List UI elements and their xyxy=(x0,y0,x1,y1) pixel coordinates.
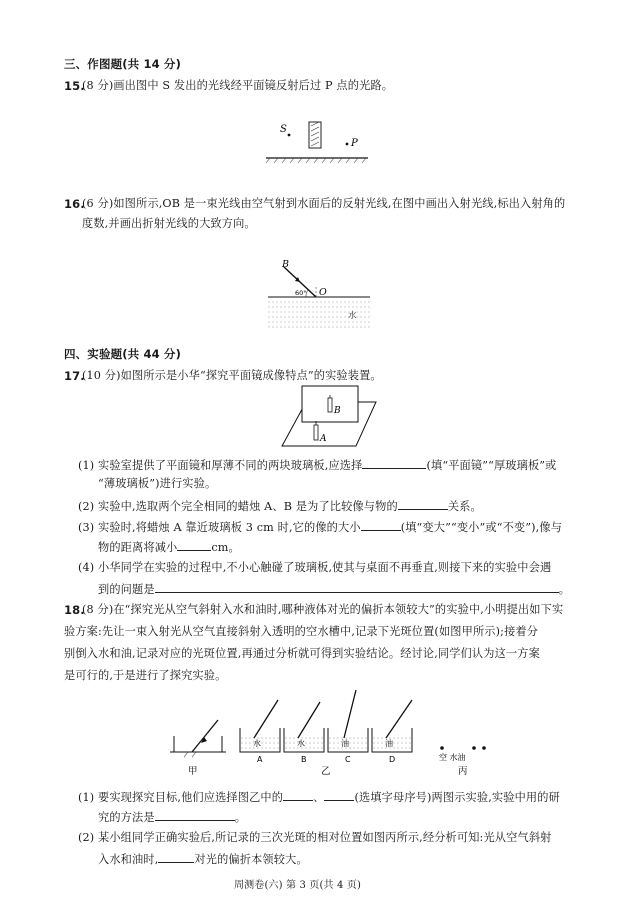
section-heading-drawing: 三、作图题(共 14 分) xyxy=(64,57,181,71)
point-p-label: P xyxy=(351,138,358,149)
q16-figure xyxy=(264,255,374,335)
tank-a-liquid: 水 xyxy=(253,739,261,748)
q17-item-1-text: (1) 实验室提供了平面镜和厚薄不同的两块玻璃板,应选择 xyxy=(78,459,363,472)
question-number-15: 15. xyxy=(64,79,85,93)
answer-blank-17-2[interactable] xyxy=(398,497,448,510)
q17-item-1-cont: “薄玻璃板”)进行实验。 xyxy=(98,477,217,490)
water-label: 水 xyxy=(348,311,357,321)
q18-item-1-text: (1) 要实现探究目标,他们应选择图乙中的 xyxy=(78,791,284,804)
question-16-line-2: 度数,并画出折射光线的大致方向。 xyxy=(82,217,256,230)
question-16-line-1: (6 分)如图所示,OB 是一束光线由空气射到水面后的反射光线,在图中画出入射光线,标出入射角的 xyxy=(82,197,566,210)
question-18-para-4: 是可行的,于是进行了探究实验。 xyxy=(64,669,227,682)
q15-figure xyxy=(262,118,372,166)
q18-item-2: (2) 某小组同学正确实验后,所记录的三次光斑的相对位置如图丙所示,经分析可知:光从空气斜射 xyxy=(78,831,552,844)
question-number-17: 17. xyxy=(64,369,85,383)
tank-b-letter: B xyxy=(301,755,307,764)
q18-item-1-cont-text: 究的方法是 xyxy=(98,811,155,824)
q17-item-3-hint: (填“变大”“变小”或“不变”),像与 xyxy=(400,521,563,534)
point-b-label: B xyxy=(282,259,289,270)
q18-item-2-cont-text: 入水和油时, xyxy=(98,853,159,866)
q17-item-4-end: 。 xyxy=(558,583,571,596)
answer-blank-18-1a[interactable] xyxy=(283,788,313,801)
q17-item-4-cont-text: 到的问题是 xyxy=(98,583,155,596)
tank-b-liquid: 水 xyxy=(297,739,305,748)
q17-item-3 xyxy=(78,518,562,536)
q17-item-3-text: (3) 实验时,将蜡烛 A 靠近玻璃板 3 cm 时,它的像的大小 xyxy=(78,521,361,534)
q17-item-2 xyxy=(78,497,482,515)
q17-item-1-hint: (填“平面镜”“厚玻璃板”或 xyxy=(426,459,557,472)
tank-c-letter: C xyxy=(345,755,351,764)
point-s-label: S xyxy=(280,124,287,135)
tank-c-liquid: 油 xyxy=(341,739,349,748)
answer-blank-17-3b[interactable] xyxy=(177,538,211,551)
section-heading-experiment: 四、实验题(共 44 分) xyxy=(64,347,181,361)
tank-a-letter: A xyxy=(257,755,263,764)
q17-item-3-unit: cm。 xyxy=(211,541,240,554)
q17-figure xyxy=(276,384,386,452)
q18-item-1-end: 。 xyxy=(234,811,247,824)
q18-item-1-cont xyxy=(98,808,246,826)
candle-b-label: B xyxy=(334,406,341,416)
figure-jia-label: 甲 xyxy=(188,766,198,777)
q17-item-2-text: (2) 实验中,选取两个完全相同的蜡烛 A、B 是为了比较像与物的 xyxy=(78,500,398,513)
question-number-18: 18. xyxy=(64,603,85,617)
answer-blank-18-2[interactable] xyxy=(158,850,194,863)
question-18-para-3: 别倒入水和油,记录对应的光斑位置,再通过分析就可得到实验结论。经讨论,同学们认为这一方案 xyxy=(64,647,540,660)
answer-blank-17-1[interactable] xyxy=(362,456,426,469)
q18-item-1 xyxy=(78,788,560,806)
page-footer: 周测卷(六) 第 3 页(共 4 页) xyxy=(234,880,362,891)
answer-blank-18-1c[interactable] xyxy=(155,808,235,821)
q17-item-3-cont xyxy=(98,538,240,556)
figure-yi-label: 乙 xyxy=(321,766,331,777)
figure-bing-label: 丙 xyxy=(458,766,468,777)
q18-item-2-tail: 对光的偏折本领较大。 xyxy=(194,853,308,866)
q17-item-2-tail: 关系。 xyxy=(447,500,482,513)
q17-item-4: (4) 小华同学在实验的过程中,不小心触碰了玻璃板,使其与桌面不再垂直,则接下来的实验中会遇 xyxy=(78,561,552,574)
tank-d-letter: D xyxy=(389,755,396,764)
question-17-intro: (10 分)如图所示是小华“探究平面镜成像特点”的实验装置。 xyxy=(82,369,382,382)
question-18-para-2: 验方案:先让一束入射光从空气直接斜射入透明的空水槽中,记录下光斑位置(如图甲所示);接着分 xyxy=(64,625,539,638)
q17-item-1-label xyxy=(78,456,557,474)
figure-bing-text: 空 水油 xyxy=(439,753,466,762)
answer-blank-17-4[interactable] xyxy=(155,580,559,593)
q18-item-1-hint: (选填字母序号)两图示实验,实验中用的研 xyxy=(354,791,560,804)
q17-item-4-cont xyxy=(98,580,570,598)
angle-label: 60° xyxy=(295,289,307,297)
question-15-text: (8 分)画出图中 S 发出的光线经平面镜反射后过 P 点的光路。 xyxy=(82,79,394,92)
q18-item-2-cont xyxy=(98,850,308,868)
q17-item-3-cont-text: 物的距离将减小 xyxy=(98,541,178,554)
q18-item-1-sep: 、 xyxy=(313,791,325,804)
answer-blank-18-1b[interactable] xyxy=(324,788,354,801)
question-number-16: 16. xyxy=(64,197,85,211)
tank-d-liquid: 油 xyxy=(385,739,393,748)
candle-a-label: A xyxy=(320,434,327,444)
answer-blank-17-3a[interactable] xyxy=(361,518,401,531)
q18-figure xyxy=(160,686,500,778)
point-o-label: O xyxy=(319,287,327,298)
question-18-para-1: (8 分)在“探究光从空气斜射入水和油时,哪种液体对光的偏折本领较大”的实验中,小明提出如下实 xyxy=(82,603,564,616)
